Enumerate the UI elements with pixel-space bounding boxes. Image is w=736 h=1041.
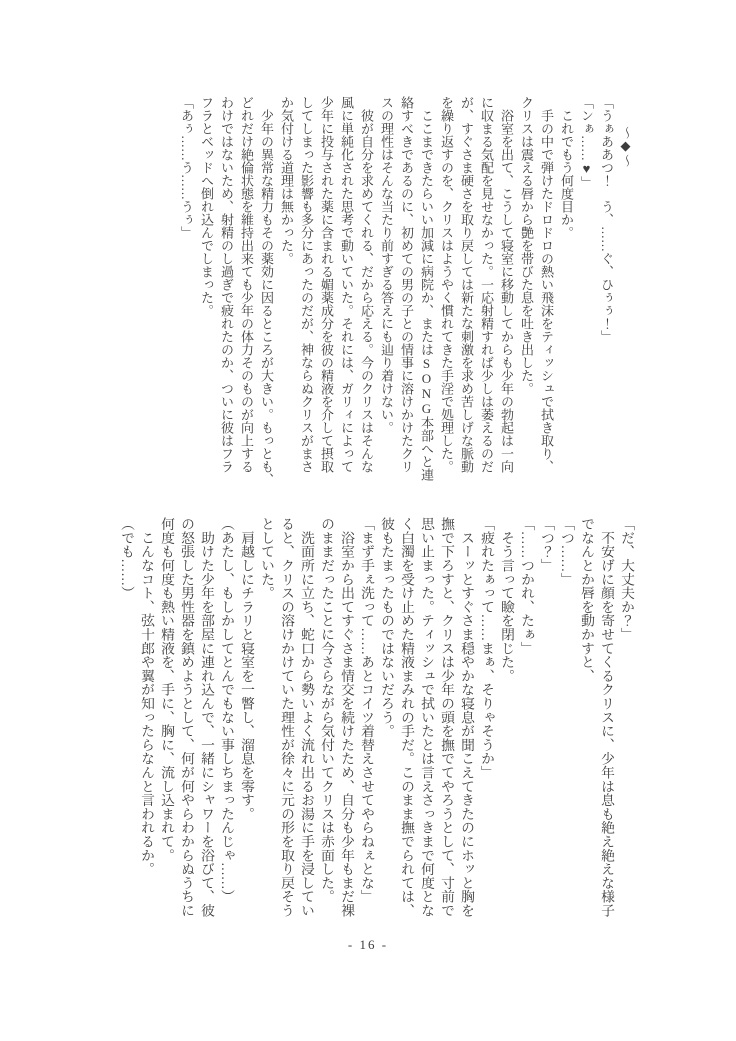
text-line: 何度も何度も熱い精液を、手に、胸に、流し込まれて。: [159, 517, 174, 862]
upright-latin: SONG: [419, 356, 434, 416]
text-line: 「だ、大丈夫か？」: [619, 517, 634, 642]
text-line: わけではないため、射精のし過ぎで疲れたのか、ついに彼はフラ: [219, 96, 234, 473]
text-line: 「あぅ……う……うぅ」: [179, 96, 194, 239]
text-line: 彼もたまったものではないだろう。: [379, 517, 394, 738]
text-line: に収まる気配を見せなかった。一応射精すれば少しは萎えるのだ: [479, 96, 494, 473]
text-line: が、すぐさま硬さを取り戻しては新たな刺激を求め苦しげな脈動: [459, 96, 474, 473]
text-line: の怒張した男性器を鎮めようとして、何が何やらわからぬうちに: [179, 517, 194, 918]
text-line: フラとベッドへ倒れ込んでしまった。: [199, 96, 214, 317]
text-line: 浴室を出て、こうして寝室に移動してからも少年の勃起は一向: [499, 96, 514, 473]
text-line: 「まず手ぇ洗って……あとコイツ着替えさせてやらねぇとな」: [359, 517, 374, 904]
section-divider: 〜◆〜: [619, 126, 634, 167]
text-line: としていた。: [259, 517, 274, 600]
text-line: スーッとすぐさま穏やかな寝息が聞こえてきたのにホッと胸を: [459, 517, 474, 918]
text-line: か気付ける道理は無かった。: [279, 96, 294, 265]
text-line: を繰り返すのを、クリスはようやく慣れてきた手淫で処理した。: [439, 96, 454, 473]
text-line: 少年に投与された薬に含まれる媚薬成分を彼の精液を介して摂取: [319, 96, 334, 473]
text-line: のままだったことに今さらながら気付いてクリスは赤面した。: [319, 517, 334, 904]
text-line: 思い止まった。ティッシュで拭いたとは言えさっきまで何度とな: [419, 517, 434, 918]
text-line: 「ンぁ……♥」: [579, 96, 594, 189]
text-line: 彼が自分を求めてくれる、だから応える。今のクリスはそんな: [359, 96, 374, 473]
text-line: 「うぁああつ！ う、……ぐ、ひぅぅ！」: [599, 96, 614, 343]
top-text-block: [176, 96, 636, 486]
text-line: ここまできたらいい加減に病院か、またはSONG本部へと連: [419, 96, 434, 481]
text-line: 「……つかれ、たぁ」: [519, 517, 534, 655]
text-line: （あたし、もしかしてとんでもない事しちまったんじゃ……）: [219, 517, 234, 904]
text-line: く白濁を受け止めた精液まみれの手だ。このまま撫でられては、: [399, 517, 414, 918]
text-line: 洗面所に立ち、蛇口から勢いよく流れ出るお湯に手を浸してい: [299, 517, 314, 918]
text-line: これでもう何度目か。: [559, 96, 574, 239]
text-line: 「つ？」: [539, 517, 554, 573]
text-line: どれだけ絶倫状態を維持出来ても少年の体力そのものが向上する: [239, 96, 254, 473]
text-line: してしまった影響も多分にあったのだが、神ならぬクリスがまさ: [299, 96, 314, 473]
text-line: 「疲れたぁって……まぁ、そりゃそうか」: [479, 517, 494, 780]
text-line: 風に単純化された思考で動いていた。それには、ガリィによって: [339, 96, 354, 473]
text-line: スの理性はそんな当たり前すぎる答えにも辿り着けない。: [379, 96, 394, 434]
text-line: 肩越しにチラリと寝室を一瞥し、溜息を零す。: [239, 517, 254, 821]
text-line: 不安げに顔を寄せてくるクリスに、少年は息も絶え絶えな様子: [599, 517, 614, 918]
bottom-text-block: [116, 517, 636, 929]
text-line: 撫で下ろすと、クリスは少年の頭を撫でてやろうとして、寸前で: [439, 517, 454, 918]
text-line: でなんとか唇を動かすと、: [579, 517, 594, 683]
text-line: 絡すべきであるのに、初めての男の子との情事に溶けかけたクリ: [399, 96, 414, 473]
text-line: （でも……）: [119, 517, 134, 600]
text-line: クリスは震える唇から艶を帯びた息を吐き出した。: [519, 96, 534, 395]
text-line: ると、クリスの溶けかけていた理性が徐々に元の形を取り戻そう: [279, 517, 294, 918]
text-line: 助けた少年を部屋に連れ込んで、一緒にシャワーを浴びて、彼: [199, 517, 214, 918]
text-line: 手の中で弾けたドロドロの熱い飛沫をティッシュで拭き取り、: [539, 96, 554, 473]
text-line: 浴室から出てすぐさま情交を続けたため、自分も少年もまだ裸: [339, 517, 354, 918]
text-line: 「つ……」: [559, 517, 574, 586]
text-line: そう言って瞼を閉じた。: [499, 517, 514, 683]
text-line: 少年の異常な精力もその薬効に因るところが大きい。もっとも、: [259, 96, 274, 486]
page-number: - 16 -: [347, 937, 389, 952]
text-line: こんなコト、弦十郎や翼が知ったらなんと言われるか。: [139, 517, 154, 876]
